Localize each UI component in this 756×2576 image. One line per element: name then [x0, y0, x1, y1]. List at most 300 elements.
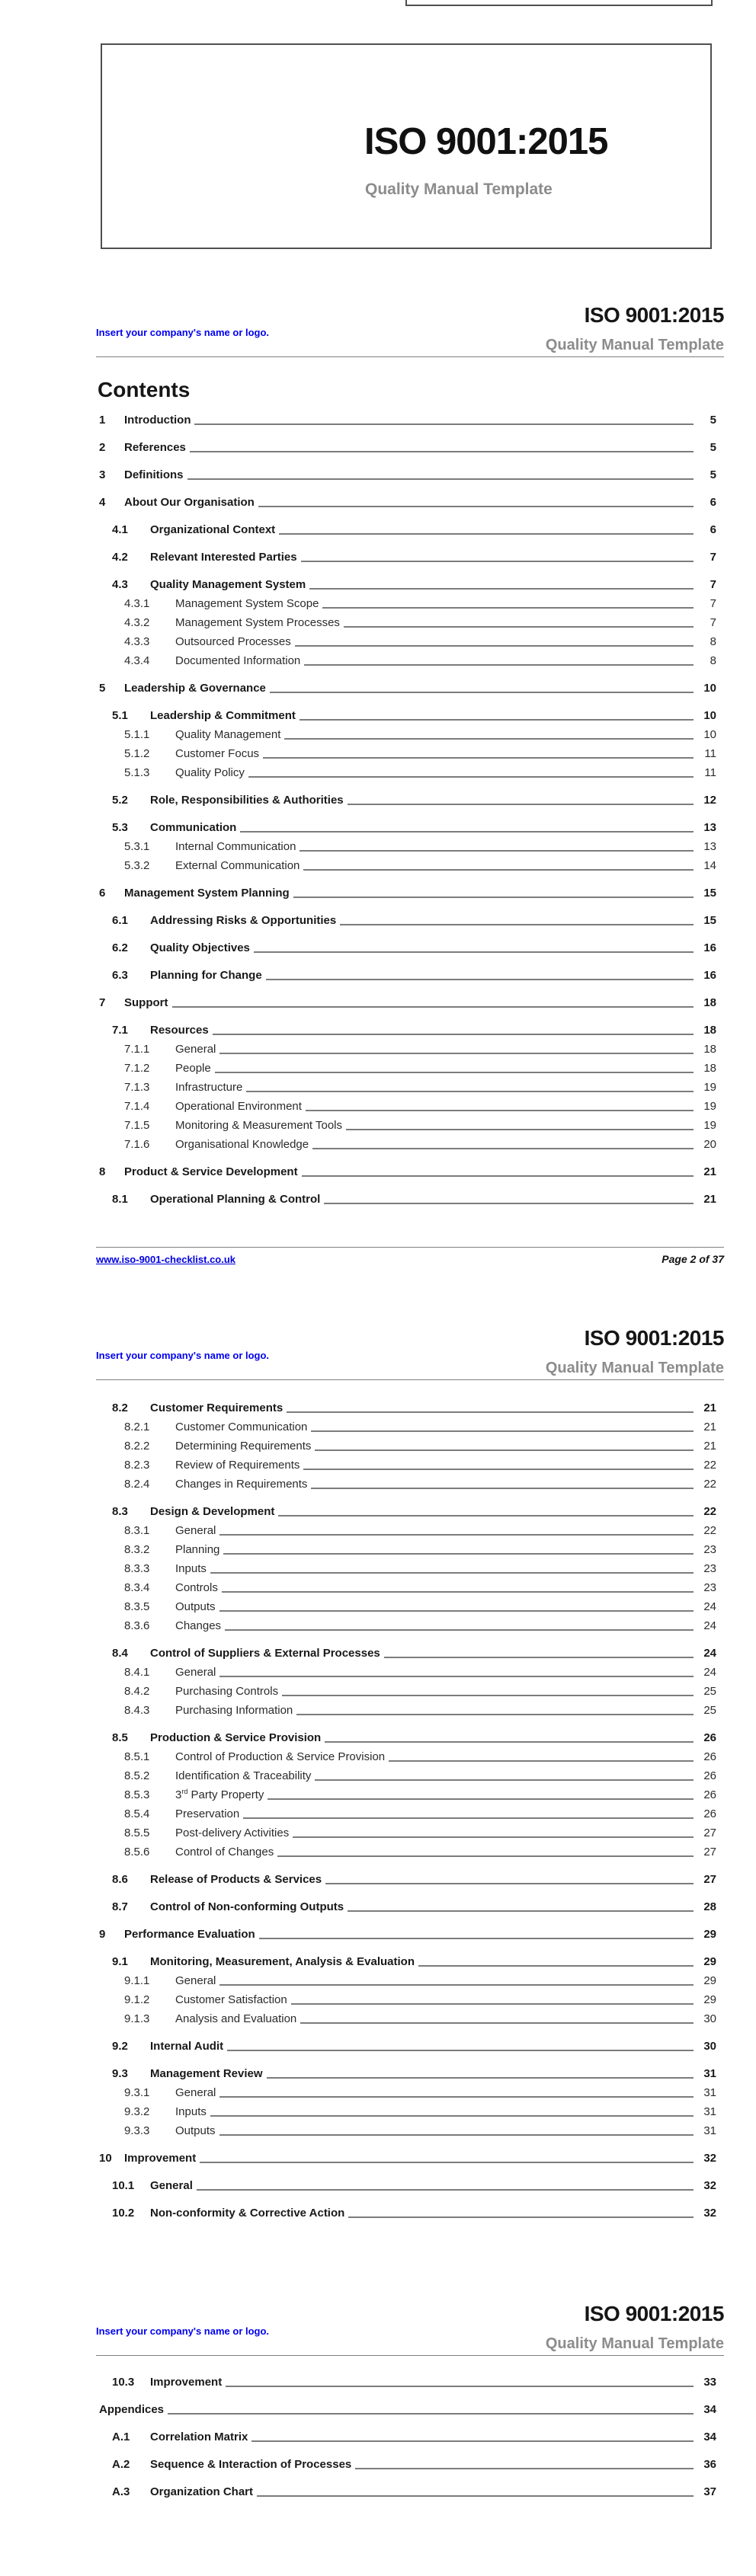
toc-entry[interactable] [99, 1827, 716, 1840]
header-title: ISO 9001:2015 [584, 303, 724, 327]
toc-entry-number: 7.1.3 [124, 1081, 150, 1094]
cover-title: ISO 9001:2015 [364, 121, 608, 162]
toc-leader-line [348, 804, 694, 805]
toc-entry[interactable] [99, 996, 716, 1010]
toc-entry-number: 10.2 [112, 2207, 135, 2220]
toc-entry[interactable] [99, 1081, 716, 1095]
toc-leader-line [254, 951, 694, 953]
toc-entry-number: 8.3.1 [124, 1524, 150, 1537]
toc-leader-line [293, 1836, 694, 1838]
toc-entry-label: Support [124, 996, 168, 1009]
toc-entry-number: 4.3 [112, 578, 128, 591]
toc-entry-number: 4.1 [112, 523, 128, 536]
toc-page-number: 11 [704, 766, 716, 779]
toc-entry[interactable] [99, 914, 716, 928]
toc-leader-line [259, 1938, 694, 1939]
toc-entry[interactable] [99, 1600, 716, 1614]
toc-leader-line [348, 1910, 694, 1912]
toc-entry-number: 6 [99, 887, 106, 900]
toc-entry[interactable] [99, 766, 716, 780]
toc-page-number: 19 [703, 1081, 716, 1094]
toc-page-number: 19 [703, 1100, 716, 1113]
toc-entry-number: 8.3.3 [124, 1562, 150, 1575]
toc-entry[interactable] [99, 523, 716, 537]
toc-entry-number: 9 [99, 1928, 106, 1941]
toc-entry-label: Outputs [175, 2124, 216, 2137]
toc-entry-label: Leadership & Governance [124, 682, 266, 695]
cover-subtitle: Quality Manual Template [365, 181, 553, 198]
toc-page-number: 26 [703, 1807, 716, 1820]
toc-leader-line [295, 645, 694, 647]
toc-page-number: 22 [703, 1459, 716, 1472]
toc-entry[interactable] [99, 728, 716, 742]
toc-entry-number: 8.5 [112, 1731, 128, 1744]
toc-page-number: 36 [703, 2458, 716, 2471]
toc-entry-number: 8.5.6 [124, 1846, 150, 1858]
toc-entry[interactable] [99, 941, 716, 955]
toc-leader-line [267, 2077, 694, 2079]
toc-entry-number: 10.3 [112, 2376, 135, 2389]
toc-page-number: 14 [703, 859, 716, 872]
toc-entry-label: References [124, 441, 186, 454]
toc-entry-label: Controls [175, 1581, 218, 1594]
toc-entry[interactable] [99, 2376, 716, 2389]
toc-leader-line [279, 533, 694, 535]
toc-entry-label: Planning [175, 1543, 220, 1556]
toc-leader-line [267, 1798, 694, 1800]
toc-entry-number: 5 [99, 682, 106, 695]
toc-entry[interactable] [99, 1974, 716, 1988]
toc-entry-number: 4 [99, 496, 106, 509]
toc-entry[interactable] [99, 1505, 716, 1519]
toc-leader-line [187, 478, 694, 480]
toc-entry[interactable] [99, 1731, 716, 1745]
toc-entry[interactable] [99, 1900, 716, 1914]
toc-page-number: 16 [703, 941, 716, 954]
toc-leader-line [324, 1203, 694, 1204]
toc-entry-label: Operational Planning & Control [150, 1193, 321, 1206]
toc-entry-label: Appendices [99, 2403, 165, 2416]
toc-leader-line [225, 1629, 694, 1631]
toc-entry-label: Management System Processes [175, 616, 340, 629]
toc-leader-line [219, 1610, 694, 1612]
toc-entry[interactable] [99, 1440, 716, 1453]
toc-entry-number: 8.6 [112, 1873, 128, 1886]
toc-entry-label: Purchasing Controls [175, 1685, 279, 1698]
toc-page-number: 18 [703, 1062, 716, 1075]
toc-entry[interactable] [99, 1193, 716, 1207]
toc-entry-label: Organisational Knowledge [175, 1138, 309, 1151]
company-name-placeholder: Insert your company's name or logo. [96, 2325, 270, 2337]
toc-entry[interactable] [99, 2012, 716, 2026]
toc-entry-number: 8.4.3 [124, 1704, 150, 1717]
toc-entry[interactable] [99, 1873, 716, 1887]
toc-page-number: 32 [703, 2152, 716, 2165]
toc-leader-line [270, 692, 694, 693]
toc-entry-label: Purchasing Information [175, 1704, 293, 1717]
toc-leader-line [300, 2022, 694, 2024]
toc-page-number: 10 [703, 682, 716, 695]
toc-entry-label: General [175, 2086, 216, 2099]
toc-entry[interactable] [99, 2152, 716, 2165]
toc-leader-line [222, 1591, 694, 1593]
toc-entry[interactable] [99, 1993, 716, 2007]
toc-page-number: 21 [703, 1440, 716, 1453]
toc-entry-number: 4.3.1 [124, 597, 150, 610]
toc-entry[interactable] [99, 1165, 716, 1179]
toc-entry[interactable] [99, 1788, 716, 1802]
toc-entry[interactable] [99, 635, 716, 649]
toc-entry[interactable] [99, 2124, 716, 2138]
toc-entry-label: Management Review [150, 2067, 263, 2080]
toc-leader-line [223, 1553, 694, 1555]
toc-entry-label: Design & Development [150, 1505, 275, 1518]
toc-page-number: 8 [710, 654, 716, 667]
toc-entry[interactable] [99, 1666, 716, 1680]
toc-page-number: 11 [704, 747, 716, 760]
header-title: ISO 9001:2015 [584, 1326, 724, 1350]
toc-page-number: 31 [703, 2067, 716, 2080]
toc-leader-line [309, 588, 694, 590]
toc-entry[interactable] [99, 1401, 716, 1415]
toc-leader-line [213, 1034, 694, 1035]
toc-entry[interactable] [99, 1955, 716, 1969]
header-rule [96, 356, 724, 357]
toc-page-number: 7 [710, 578, 716, 591]
toc-leader-line [346, 1129, 694, 1130]
toc-entry[interactable] [99, 1619, 716, 1633]
toc-entry-label: Control of Suppliers & External Processes [150, 1647, 380, 1660]
toc-entry-label: General [175, 1974, 216, 1987]
toc-page-number: 18 [703, 996, 716, 1009]
toc-page-number: 25 [703, 1685, 716, 1698]
toc-entry-number: 5.1.1 [124, 728, 150, 741]
toc-page-number: 5 [710, 441, 716, 454]
toc-entry[interactable] [99, 859, 716, 873]
toc-leader-line [219, 1534, 694, 1536]
toc-leader-line [284, 738, 694, 740]
toc-leader-line [263, 757, 694, 759]
toc-entry-number: 8.2.2 [124, 1440, 150, 1453]
toc-entry-number: 8.5.1 [124, 1750, 150, 1763]
toc-entry[interactable] [99, 747, 716, 761]
toc-entry-label: Identification & Traceability [175, 1769, 312, 1782]
toc-page-number: 23 [703, 1543, 716, 1556]
toc-leader-line [215, 1072, 694, 1073]
toc-entry-label: Post-delivery Activities [175, 1827, 290, 1839]
toc-entry-number: 10.1 [112, 2179, 135, 2192]
toc-leader-line [194, 423, 694, 425]
toc-page-number: 29 [703, 1993, 716, 2006]
toc-entry[interactable] [99, 1062, 716, 1075]
toc-entry[interactable] [99, 709, 716, 723]
toc-leader-line [197, 2189, 694, 2191]
toc-leader-line [311, 1488, 694, 1489]
toc-entry-label: Leadership & Commitment [150, 709, 296, 722]
toc-entry-label: Customer Requirements [150, 1401, 284, 1414]
toc-page-number: 26 [703, 1788, 716, 1801]
toc-leader-line [210, 1572, 694, 1574]
toc-entry-number: 8.3.5 [124, 1600, 150, 1613]
toc-page-number: 31 [703, 2105, 716, 2118]
toc-entry-number: 8.7 [112, 1900, 128, 1913]
toc-page-number: 29 [703, 1974, 716, 1987]
toc-entry-label: Quality Objectives [150, 941, 250, 954]
toc-entry-label: Changes in Requirements [175, 1478, 308, 1491]
toc-page-number: 24 [703, 1619, 716, 1632]
toc-entry-number: 7.1.4 [124, 1100, 150, 1113]
toc-entry[interactable] [99, 2179, 716, 2193]
toc-entry-number: 9.2 [112, 2040, 128, 2053]
toc-leader-line [302, 1175, 694, 1177]
cropped-box-fragment [405, 0, 713, 6]
toc-entry[interactable] [99, 1807, 716, 1821]
toc-page-number: 23 [703, 1581, 716, 1594]
toc-page-number: 7 [710, 551, 716, 564]
toc-entry[interactable] [99, 1562, 716, 1576]
toc-entry-label: Improvement [124, 2152, 197, 2165]
toc-entry[interactable] [99, 969, 716, 983]
toc-entry[interactable] [99, 1704, 716, 1718]
toc-entry-number: 7.1.6 [124, 1138, 150, 1151]
toc-leader-line [240, 831, 694, 833]
toc-entry-label: Relevant Interested Parties [150, 551, 297, 564]
toc-leader-line [340, 924, 694, 925]
toc-entry[interactable] [99, 1459, 716, 1472]
toc-entry-label: Monitoring & Measurement Tools [175, 1119, 342, 1132]
toc-leader-line [266, 979, 694, 980]
toc-entry-label: Customer Satisfaction [175, 1993, 287, 2006]
toc-entry-label: Organizational Context [150, 523, 276, 536]
toc-entry-label: External Communication [175, 859, 300, 872]
toc-entry-number: 8.5.3 [124, 1788, 150, 1801]
toc-entry-label: Quality Management System [150, 578, 306, 591]
toc-entry[interactable] [99, 468, 716, 482]
toc-entry-number: 7.1.2 [124, 1062, 150, 1075]
toc-leader-line [243, 1817, 694, 1819]
toc-entry-label: Outsourced Processes [175, 635, 291, 648]
toc-leader-line [300, 850, 694, 852]
toc-entry[interactable] [99, 1138, 716, 1152]
toc-entry-number: 9.3.1 [124, 2086, 150, 2099]
toc-entry[interactable] [99, 794, 716, 807]
toc-entry-number: 5.1 [112, 709, 128, 722]
toc-page-number: 34 [703, 2403, 716, 2416]
header-rule [96, 2355, 724, 2356]
toc-entry[interactable] [99, 2207, 716, 2220]
toc-entry-number: 8.5.5 [124, 1827, 150, 1839]
toc-entry-label: Non-conformity & Corrective Action [150, 2207, 345, 2220]
toc-entry-number: 5.3.2 [124, 859, 150, 872]
toc-leader-line [304, 664, 694, 666]
toc-leader-line [258, 506, 694, 507]
header-subtitle: Quality Manual Template [545, 337, 724, 353]
toc-entry[interactable] [99, 578, 716, 592]
toc-leader-line [325, 1741, 694, 1743]
toc-entry[interactable] [99, 840, 716, 854]
toc-leader-line [219, 1053, 694, 1054]
toc-entry[interactable] [99, 1024, 716, 1037]
toc-page-number: 6 [710, 523, 716, 536]
header-rule [96, 1379, 724, 1380]
toc-leader-line [172, 1006, 694, 1008]
toc-entry-number: 8.3.2 [124, 1543, 150, 1556]
toc-entry[interactable] [99, 1119, 716, 1133]
toc-page-number: 10 [703, 709, 716, 722]
toc-entry-number: 8.1 [112, 1193, 128, 1206]
toc-entry-number: 5.3.1 [124, 840, 150, 853]
toc-entry-number: 4.2 [112, 551, 128, 564]
toc-entry[interactable] [99, 441, 716, 455]
toc-entry[interactable] [99, 682, 716, 695]
toc-leader-line [322, 607, 694, 609]
toc-page-number: 13 [703, 840, 716, 853]
toc-entry-label: Control of Changes [175, 1846, 274, 1858]
toc-entry-label: Management System Scope [175, 597, 319, 610]
toc-page-number: 21 [703, 1165, 716, 1178]
toc-entry-label: Review of Requirements [175, 1459, 300, 1472]
toc-page-number: 34 [703, 2431, 716, 2443]
page-header-4 [0, 2302, 756, 2363]
toc-page-number: 33 [703, 2376, 716, 2389]
toc-page-number: 7 [710, 597, 716, 610]
toc-entry[interactable] [99, 2067, 716, 2081]
toc-entry-label: Management System Planning [124, 887, 290, 900]
toc-entry[interactable] [99, 2105, 716, 2119]
toc-entry[interactable] [99, 1478, 716, 1491]
toc-page-number: 15 [703, 887, 716, 900]
toc-page-number: 31 [703, 2124, 716, 2137]
toc-entry[interactable] [99, 496, 716, 510]
toc-entry-label: Analysis and Evaluation [175, 2012, 297, 2025]
toc-page-number: 22 [703, 1505, 716, 1518]
toc-entry-label: Customer Communication [175, 1421, 308, 1433]
toc-entry[interactable] [99, 1846, 716, 1859]
toc-entry-number: 7.1 [112, 1024, 128, 1037]
toc-entry[interactable] [99, 2485, 716, 2499]
toc-leader-line [278, 1515, 694, 1517]
toc-entry-label: Preservation [175, 1807, 240, 1820]
toc-page-number: 21 [703, 1421, 716, 1433]
toc-leader-line [303, 1469, 694, 1470]
toc-entry-number: A.1 [112, 2431, 130, 2443]
toc-page-number: 27 [703, 1873, 716, 1886]
toc-leader-line [418, 1965, 694, 1967]
toc-entry-label: About Our Organisation [124, 496, 255, 509]
toc-entry[interactable] [99, 1769, 716, 1783]
toc-page-number: 26 [703, 1750, 716, 1763]
toc-leader-line [291, 2003, 694, 2005]
toc-entry[interactable] [99, 414, 716, 427]
toc-entry-number: 9.3.2 [124, 2105, 150, 2118]
toc-entry-label: Control of Production & Service Provision [175, 1750, 386, 1763]
toc-entry[interactable] [99, 2040, 716, 2053]
toc-leader-line [190, 451, 694, 452]
toc-leader-line [219, 1984, 694, 1986]
toc-entry-number: 6.1 [112, 914, 128, 927]
toc-leader-line [251, 2440, 694, 2442]
toc-entry-number: 5.3 [112, 821, 128, 834]
toc-page-number: 21 [703, 1401, 716, 1414]
toc-entry[interactable] [99, 1647, 716, 1660]
toc-page-4 [99, 2376, 716, 2499]
toc-entry[interactable] [99, 2431, 716, 2444]
toc-entry-label: Performance Evaluation [124, 1928, 255, 1941]
toc-entry[interactable] [99, 887, 716, 900]
toc-entry-number: 9.3.3 [124, 2124, 150, 2137]
toc-entry[interactable] [99, 1543, 716, 1557]
toc-leader-line [210, 2115, 694, 2117]
toc-entry[interactable] [99, 2458, 716, 2472]
toc-entry-label: Improvement [150, 2376, 223, 2389]
toc-entry-label: Internal Audit [150, 2040, 224, 2053]
toc-entry[interactable] [99, 1421, 716, 1434]
toc-page-number: 27 [703, 1827, 716, 1839]
footer-website-link[interactable]: www.iso-9001-checklist.co.uk [96, 1254, 236, 1265]
toc-entry-number: 8.2.4 [124, 1478, 150, 1491]
page-header-2 [0, 303, 756, 364]
toc-entry-number: 8.4.1 [124, 1666, 150, 1679]
toc-entry-number: 9.1.1 [124, 1974, 150, 1987]
toc-leader-line [246, 1091, 694, 1092]
toc-entry[interactable] [99, 616, 716, 630]
header-title: ISO 9001:2015 [584, 2302, 724, 2325]
toc-entry[interactable] [99, 1043, 716, 1056]
toc-entry[interactable] [99, 654, 716, 668]
toc-leader-line [355, 2468, 694, 2469]
toc-entry[interactable] [99, 551, 716, 564]
footer-rule [96, 1247, 724, 1248]
toc-entry-number: 5.2 [112, 794, 128, 807]
toc-entry[interactable] [99, 1685, 716, 1699]
toc-entry-number: 8.2 [112, 1401, 128, 1414]
toc-entry-label: Sequence & Interaction of Processes [150, 2458, 352, 2471]
toc-entry-label: Definitions [124, 468, 184, 481]
toc-page-number: 6 [710, 496, 716, 509]
toc-entry-number: 8.4 [112, 1647, 128, 1660]
toc-entry[interactable] [99, 821, 716, 835]
toc-leader-line [384, 1657, 694, 1658]
toc-page-number: 30 [703, 2012, 716, 2025]
toc-page-number: 21 [703, 1193, 716, 1206]
toc-entry[interactable] [99, 2403, 716, 2417]
toc-page-number: 26 [703, 1769, 716, 1782]
toc-page-number: 13 [703, 821, 716, 834]
toc-page-number: 16 [703, 969, 716, 982]
toc-entry[interactable] [99, 1928, 716, 1942]
toc-leader-line [219, 1676, 694, 1677]
toc-entry[interactable] [99, 1750, 716, 1764]
toc-leader-line [306, 1110, 694, 1111]
toc-page-number: 10 [703, 728, 716, 741]
toc-entry[interactable] [99, 597, 716, 611]
toc-entry[interactable] [99, 1581, 716, 1595]
toc-entry[interactable] [99, 2086, 716, 2100]
toc-entry-number: 4.3.4 [124, 654, 150, 667]
toc-entry-number: 5.1.3 [124, 766, 150, 779]
toc-entry[interactable] [99, 1100, 716, 1114]
toc-leader-line [315, 1779, 694, 1781]
toc-entry-number: 9.1.3 [124, 2012, 150, 2025]
toc-page-number: 24 [703, 1647, 716, 1660]
toc-entry-label: General [175, 1043, 216, 1056]
toc-entry[interactable] [99, 1524, 716, 1538]
toc-entry-number: 8.5.2 [124, 1769, 150, 1782]
toc-page-number: 30 [703, 2040, 716, 2053]
toc-entry-number: 10 [99, 2152, 112, 2165]
toc-entry-number: 5.1.2 [124, 747, 150, 760]
toc-page-number: 18 [703, 1043, 716, 1056]
